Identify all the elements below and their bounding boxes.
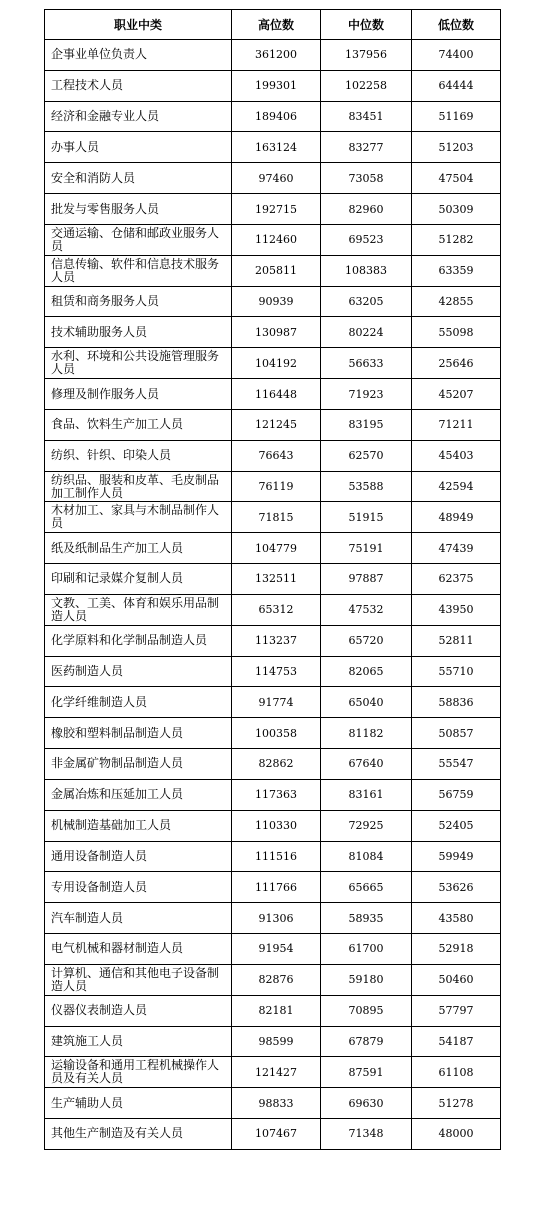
header-low: 低位数 xyxy=(412,10,501,40)
cell-high: 132511 xyxy=(232,564,321,595)
table-row xyxy=(45,687,501,718)
cell-high: 71815 xyxy=(232,502,321,533)
cell-low: 43950 xyxy=(412,594,501,625)
table-row xyxy=(45,1026,501,1057)
cell-median: 83161 xyxy=(321,779,412,810)
cell-low: 47504 xyxy=(412,163,501,194)
cell-occupation: 印刷和记录媒介复制人员 xyxy=(45,564,232,595)
table-row xyxy=(45,841,501,872)
cell-median: 69630 xyxy=(321,1088,412,1119)
table-row xyxy=(45,564,501,595)
cell-low: 45403 xyxy=(412,440,501,471)
table-row xyxy=(45,718,501,749)
cell-low: 25646 xyxy=(412,348,501,379)
table-body xyxy=(45,40,501,1150)
cell-median: 71923 xyxy=(321,379,412,410)
table-row xyxy=(45,964,501,995)
cell-high: 110330 xyxy=(232,810,321,841)
cell-occupation: 非金属矿物制品制造人员 xyxy=(45,749,232,780)
cell-low: 42855 xyxy=(412,286,501,317)
cell-median: 87591 xyxy=(321,1057,412,1088)
cell-high: 121245 xyxy=(232,409,321,440)
cell-median: 59180 xyxy=(321,964,412,995)
cell-high: 199301 xyxy=(232,70,321,101)
cell-median: 82960 xyxy=(321,194,412,225)
cell-occupation: 纺织品、服装和皮革、毛皮制品加工制作人员 xyxy=(45,471,232,502)
cell-high: 98833 xyxy=(232,1088,321,1119)
cell-occupation: 建筑施工人员 xyxy=(45,1026,232,1057)
table-row xyxy=(45,903,501,934)
cell-occupation: 仪器仪表制造人员 xyxy=(45,995,232,1026)
table-row xyxy=(45,1118,501,1149)
cell-high: 82862 xyxy=(232,749,321,780)
cell-median: 72925 xyxy=(321,810,412,841)
cell-low: 52811 xyxy=(412,625,501,656)
table-row xyxy=(45,810,501,841)
table-row xyxy=(45,101,501,132)
cell-occupation: 批发与零售服务人员 xyxy=(45,194,232,225)
cell-high: 114753 xyxy=(232,656,321,687)
table-row xyxy=(45,379,501,410)
cell-median: 61700 xyxy=(321,934,412,965)
cell-occupation: 水利、环境和公共设施管理服务人员 xyxy=(45,348,232,379)
cell-occupation: 计算机、通信和其他电子设备制造人员 xyxy=(45,964,232,995)
header-median: 中位数 xyxy=(321,10,412,40)
cell-median: 65040 xyxy=(321,687,412,718)
cell-occupation: 工程技术人员 xyxy=(45,70,232,101)
cell-high: 112460 xyxy=(232,224,321,255)
cell-occupation: 纸及纸制品生产加工人员 xyxy=(45,533,232,564)
cell-median: 62570 xyxy=(321,440,412,471)
table-row xyxy=(45,533,501,564)
table-row xyxy=(45,779,501,810)
cell-median: 97887 xyxy=(321,564,412,595)
cell-occupation: 医药制造人员 xyxy=(45,656,232,687)
cell-median: 81182 xyxy=(321,718,412,749)
cell-occupation: 安全和消防人员 xyxy=(45,163,232,194)
cell-high: 361200 xyxy=(232,40,321,71)
cell-low: 63359 xyxy=(412,255,501,286)
cell-high: 91954 xyxy=(232,934,321,965)
cell-median: 73058 xyxy=(321,163,412,194)
cell-low: 52918 xyxy=(412,934,501,965)
header-high: 高位数 xyxy=(232,10,321,40)
cell-low: 51278 xyxy=(412,1088,501,1119)
cell-median: 69523 xyxy=(321,224,412,255)
table-row xyxy=(45,625,501,656)
cell-occupation: 经济和金融专业人员 xyxy=(45,101,232,132)
cell-high: 117363 xyxy=(232,779,321,810)
cell-low: 54187 xyxy=(412,1026,501,1057)
cell-occupation: 专用设备制造人员 xyxy=(45,872,232,903)
cell-occupation: 生产辅助人员 xyxy=(45,1088,232,1119)
cell-high: 113237 xyxy=(232,625,321,656)
cell-low: 43580 xyxy=(412,903,501,934)
cell-median: 71348 xyxy=(321,1118,412,1149)
cell-median: 65665 xyxy=(321,872,412,903)
table-row xyxy=(45,440,501,471)
cell-occupation: 电气机械和器材制造人员 xyxy=(45,934,232,965)
cell-median: 67640 xyxy=(321,749,412,780)
cell-median: 82065 xyxy=(321,656,412,687)
cell-high: 100358 xyxy=(232,718,321,749)
table-row xyxy=(45,70,501,101)
cell-median: 81084 xyxy=(321,841,412,872)
cell-median: 70895 xyxy=(321,995,412,1026)
cell-high: 192715 xyxy=(232,194,321,225)
cell-low: 55098 xyxy=(412,317,501,348)
cell-low: 53626 xyxy=(412,872,501,903)
cell-low: 50857 xyxy=(412,718,501,749)
cell-occupation: 运输设备和通用工程机械操作人员及有关人员 xyxy=(45,1057,232,1088)
table-row xyxy=(45,872,501,903)
table-row xyxy=(45,1088,501,1119)
table-row xyxy=(45,749,501,780)
cell-high: 82876 xyxy=(232,964,321,995)
cell-occupation: 交通运输、仓储和邮政业服务人员 xyxy=(45,224,232,255)
cell-median: 137956 xyxy=(321,40,412,71)
salary-table-container xyxy=(44,9,501,1150)
cell-median: 63205 xyxy=(321,286,412,317)
cell-low: 51169 xyxy=(412,101,501,132)
cell-high: 111516 xyxy=(232,841,321,872)
cell-high: 97460 xyxy=(232,163,321,194)
cell-low: 74400 xyxy=(412,40,501,71)
cell-high: 121427 xyxy=(232,1057,321,1088)
cell-median: 102258 xyxy=(321,70,412,101)
cell-median: 108383 xyxy=(321,255,412,286)
cell-high: 189406 xyxy=(232,101,321,132)
table-row xyxy=(45,409,501,440)
cell-median: 83451 xyxy=(321,101,412,132)
cell-occupation: 租赁和商务服务人员 xyxy=(45,286,232,317)
table-row xyxy=(45,1057,501,1088)
cell-high: 76119 xyxy=(232,471,321,502)
cell-low: 62375 xyxy=(412,564,501,595)
cell-low: 58836 xyxy=(412,687,501,718)
cell-occupation: 木材加工、家具与木制品制作人员 xyxy=(45,502,232,533)
cell-occupation: 信息传输、软件和信息技术服务人员 xyxy=(45,255,232,286)
table-row xyxy=(45,995,501,1026)
cell-low: 48000 xyxy=(412,1118,501,1149)
cell-median: 83277 xyxy=(321,132,412,163)
salary-table xyxy=(44,9,501,1150)
cell-occupation: 橡胶和塑料制品制造人员 xyxy=(45,718,232,749)
cell-high: 107467 xyxy=(232,1118,321,1149)
cell-high: 111766 xyxy=(232,872,321,903)
cell-high: 76643 xyxy=(232,440,321,471)
table-row xyxy=(45,471,501,502)
cell-median: 83195 xyxy=(321,409,412,440)
table-row xyxy=(45,40,501,71)
cell-low: 50460 xyxy=(412,964,501,995)
cell-high: 104192 xyxy=(232,348,321,379)
cell-occupation: 化学原料和化学制品制造人员 xyxy=(45,625,232,656)
cell-occupation: 文教、工美、体育和娱乐用品制造人员 xyxy=(45,594,232,625)
cell-median: 56633 xyxy=(321,348,412,379)
table-header-row xyxy=(45,10,501,40)
table-row xyxy=(45,317,501,348)
table-row xyxy=(45,163,501,194)
cell-low: 71211 xyxy=(412,409,501,440)
table-row xyxy=(45,255,501,286)
cell-low: 42594 xyxy=(412,471,501,502)
cell-low: 45207 xyxy=(412,379,501,410)
cell-high: 90939 xyxy=(232,286,321,317)
cell-occupation: 机械制造基础加工人员 xyxy=(45,810,232,841)
table-row xyxy=(45,132,501,163)
header-occupation: 职业中类 xyxy=(45,10,232,40)
table-row xyxy=(45,594,501,625)
cell-high: 91306 xyxy=(232,903,321,934)
cell-median: 67879 xyxy=(321,1026,412,1057)
cell-low: 57797 xyxy=(412,995,501,1026)
cell-low: 55547 xyxy=(412,749,501,780)
cell-low: 56759 xyxy=(412,779,501,810)
cell-high: 82181 xyxy=(232,995,321,1026)
cell-low: 61108 xyxy=(412,1057,501,1088)
cell-low: 51282 xyxy=(412,224,501,255)
table-row xyxy=(45,502,501,533)
cell-high: 104779 xyxy=(232,533,321,564)
cell-high: 91774 xyxy=(232,687,321,718)
cell-low: 52405 xyxy=(412,810,501,841)
table-row xyxy=(45,194,501,225)
cell-high: 98599 xyxy=(232,1026,321,1057)
cell-occupation: 修理及制作服务人员 xyxy=(45,379,232,410)
cell-high: 205811 xyxy=(232,255,321,286)
cell-occupation: 纺织、针织、印染人员 xyxy=(45,440,232,471)
cell-median: 65720 xyxy=(321,625,412,656)
cell-low: 55710 xyxy=(412,656,501,687)
cell-high: 65312 xyxy=(232,594,321,625)
cell-low: 51203 xyxy=(412,132,501,163)
cell-occupation: 食品、饮料生产加工人员 xyxy=(45,409,232,440)
cell-occupation: 技术辅助服务人员 xyxy=(45,317,232,348)
cell-occupation: 企事业单位负责人 xyxy=(45,40,232,71)
cell-median: 51915 xyxy=(321,502,412,533)
cell-high: 163124 xyxy=(232,132,321,163)
cell-occupation: 汽车制造人员 xyxy=(45,903,232,934)
cell-occupation: 办事人员 xyxy=(45,132,232,163)
cell-median: 47532 xyxy=(321,594,412,625)
cell-median: 80224 xyxy=(321,317,412,348)
cell-occupation: 其他生产制造及有关人员 xyxy=(45,1118,232,1149)
cell-occupation: 化学纤维制造人员 xyxy=(45,687,232,718)
cell-occupation: 金属冶炼和压延加工人员 xyxy=(45,779,232,810)
table-row xyxy=(45,286,501,317)
cell-low: 47439 xyxy=(412,533,501,564)
table-row xyxy=(45,348,501,379)
table-row xyxy=(45,934,501,965)
cell-high: 116448 xyxy=(232,379,321,410)
table-row xyxy=(45,656,501,687)
cell-low: 50309 xyxy=(412,194,501,225)
cell-median: 53588 xyxy=(321,471,412,502)
cell-high: 130987 xyxy=(232,317,321,348)
cell-low: 59949 xyxy=(412,841,501,872)
cell-low: 64444 xyxy=(412,70,501,101)
cell-low: 48949 xyxy=(412,502,501,533)
cell-occupation: 通用设备制造人员 xyxy=(45,841,232,872)
table-row xyxy=(45,224,501,255)
cell-median: 75191 xyxy=(321,533,412,564)
cell-median: 58935 xyxy=(321,903,412,934)
